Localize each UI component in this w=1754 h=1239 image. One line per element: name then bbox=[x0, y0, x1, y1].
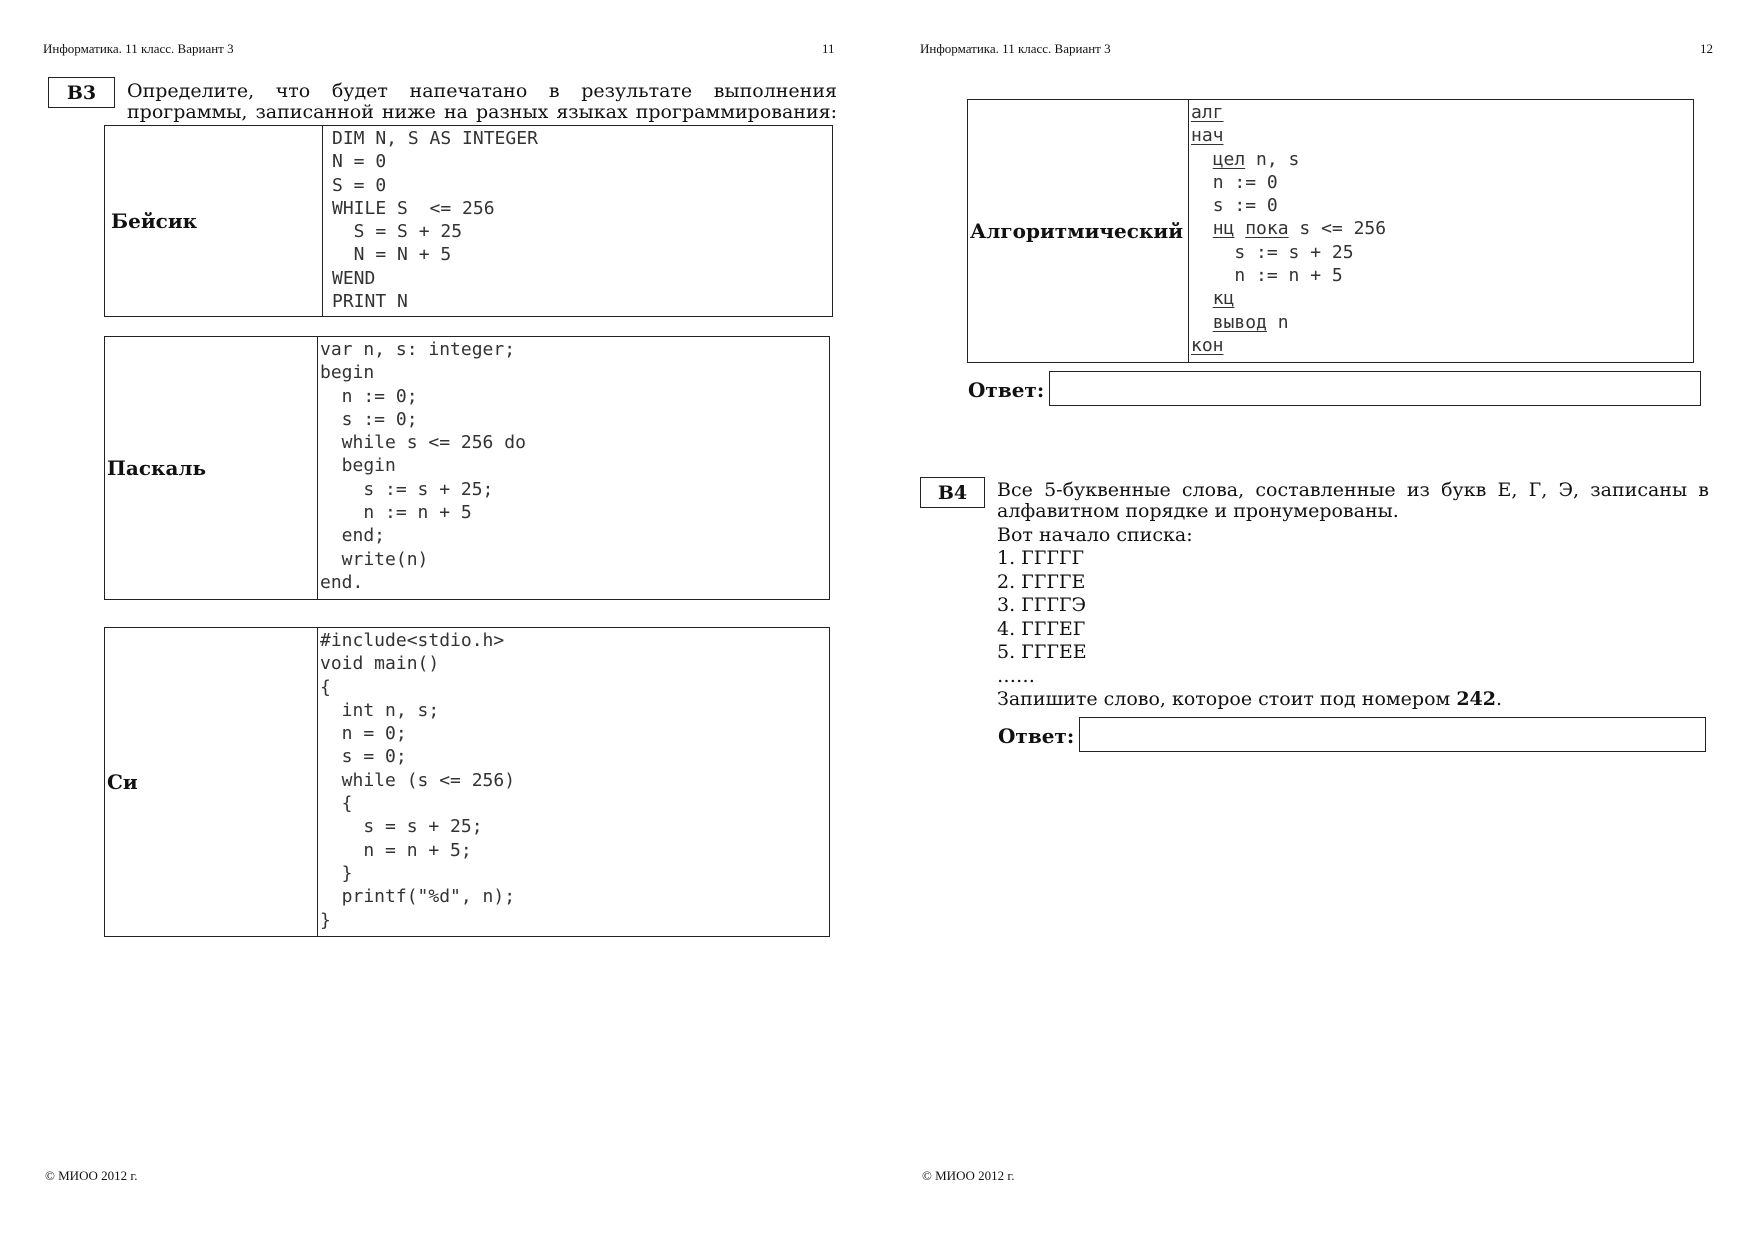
code-line bbox=[1191, 287, 1693, 310]
code-line: printf("%d", n); bbox=[320, 886, 516, 908]
pascal-program-table bbox=[104, 336, 830, 600]
code-line: { bbox=[320, 676, 331, 698]
answer-input-b4[interactable] bbox=[1079, 717, 1706, 752]
left-footer: © МИОО 2012 г. bbox=[45, 1168, 138, 1183]
basic-language-label: Бейсик bbox=[105, 126, 323, 317]
word-list bbox=[997, 547, 1087, 688]
code-line: var n, s: integer; bbox=[320, 339, 516, 360]
list-item: 5. ГГГЕЕ bbox=[997, 641, 1087, 663]
code-line: while s <= 256 do bbox=[320, 432, 526, 454]
keyword: нц bbox=[1212, 218, 1235, 240]
right-footer: © МИОО 2012 г. bbox=[922, 1168, 1015, 1183]
code-line: WHILE S <= 256 bbox=[332, 197, 495, 219]
code-text: s := s + 25 bbox=[1234, 241, 1354, 263]
code-line: S = S + 25 bbox=[332, 221, 463, 243]
list-item: 4. ГГГЕГ bbox=[997, 617, 1086, 640]
basic-code-cell bbox=[323, 126, 833, 317]
list-item: 3. ГГГГЭ bbox=[997, 594, 1087, 616]
basic-program-table bbox=[104, 125, 833, 317]
c-language-label: Си bbox=[105, 628, 318, 937]
code-text: n bbox=[1266, 311, 1289, 333]
code-line: end; bbox=[320, 525, 386, 547]
left-page-number: 11 bbox=[822, 41, 835, 56]
keyword: цел bbox=[1212, 148, 1246, 170]
code-line: N = 0 bbox=[332, 151, 387, 173]
code-line: n = 0; bbox=[320, 723, 407, 745]
list-item: 1. ГГГГГ bbox=[997, 547, 1085, 569]
code-line bbox=[1191, 171, 1693, 194]
c-program-table bbox=[104, 627, 830, 937]
algorithmic-program-table bbox=[967, 99, 1694, 363]
code-line: N = N + 5 bbox=[332, 244, 452, 266]
code-line: #include<stdio.h> bbox=[320, 630, 505, 651]
code-line: while (s <= 256) bbox=[320, 769, 516, 791]
code-line: s := s + 25; bbox=[320, 478, 494, 500]
pascal-code-cell bbox=[318, 337, 830, 600]
code-line: WEND bbox=[332, 267, 376, 289]
keyword: нач bbox=[1191, 125, 1224, 147]
answer-label-b3: Ответ: bbox=[968, 378, 1045, 402]
code-line: S = 0 bbox=[332, 174, 387, 196]
right-header-title: Информатика. 11 класс. Вариант 3 bbox=[920, 41, 1111, 56]
code-line bbox=[1191, 124, 1693, 147]
code-text: s <= 256 bbox=[1288, 218, 1387, 240]
code-line: int n, s; bbox=[320, 699, 440, 721]
code-line: begin bbox=[320, 455, 396, 477]
code-line bbox=[1191, 101, 1693, 124]
code-line bbox=[1191, 264, 1693, 287]
pascal-language-label: Паскаль bbox=[105, 337, 318, 600]
task-text: Запишите слово, которое стоит под номером bbox=[997, 688, 1457, 710]
code-text: s := 0 bbox=[1212, 195, 1278, 217]
code-line bbox=[1191, 311, 1693, 334]
question-b4-intro: Вот начало списка: bbox=[997, 524, 1193, 546]
code-line bbox=[1191, 217, 1693, 240]
algorithmic-code-cell bbox=[1189, 100, 1694, 363]
algorithmic-language-label: Алгоритмический bbox=[968, 100, 1189, 363]
code-line: s = s + 25; bbox=[320, 816, 483, 838]
c-code-cell bbox=[318, 628, 830, 937]
question-b4-text: Все 5-буквенные слова, составленные из букв Е, Г, Э, записаны в алфавитном порядке и пронумерованы. bbox=[997, 479, 1709, 522]
code-line: s := 0; bbox=[320, 408, 418, 430]
code-line bbox=[1191, 148, 1693, 171]
code-line: end. bbox=[320, 571, 364, 593]
code-line: n := n + 5 bbox=[320, 502, 472, 524]
code-line: write(n) bbox=[320, 548, 429, 570]
question-number-b3: B3 bbox=[48, 77, 115, 108]
task-suffix: . bbox=[1496, 688, 1503, 710]
question-number-b4: B4 bbox=[920, 477, 985, 508]
code-line: n := 0; bbox=[320, 385, 418, 407]
code-line: DIM N, S AS INTEGER bbox=[332, 128, 538, 149]
answer-input-b3[interactable] bbox=[1049, 371, 1701, 406]
code-text: n := 0 bbox=[1212, 171, 1278, 193]
keyword: кон bbox=[1191, 334, 1224, 356]
code-line: } bbox=[320, 862, 353, 884]
right-page-number: 12 bbox=[1700, 41, 1713, 56]
code-line: { bbox=[320, 793, 353, 815]
code-line: n = n + 5; bbox=[320, 839, 472, 861]
keyword: кц bbox=[1212, 288, 1235, 310]
keyword: алг bbox=[1191, 102, 1224, 123]
code-line: } bbox=[320, 909, 331, 931]
code-text: n := n + 5 bbox=[1234, 265, 1343, 287]
question-b3-text: Определите, что будет напечатано в результате выполнения программы, записанной ниже на разных языках программирования: bbox=[127, 80, 837, 123]
list-ellipsis: …… bbox=[997, 664, 1035, 687]
code-line bbox=[1191, 334, 1693, 357]
question-b4-task bbox=[997, 689, 1502, 710]
code-line: void main() bbox=[320, 653, 440, 675]
code-text: n, s bbox=[1245, 148, 1300, 170]
list-item: 2. ГГГГЕ bbox=[997, 570, 1086, 593]
code-line: PRINT N bbox=[332, 291, 408, 313]
code-line: begin bbox=[320, 362, 375, 384]
answer-label-b4: Ответ: bbox=[998, 724, 1075, 748]
code-line bbox=[1191, 241, 1693, 264]
left-header-title: Информатика. 11 класс. Вариант 3 bbox=[43, 41, 234, 56]
task-number: 242 bbox=[1456, 688, 1496, 710]
code-line bbox=[1191, 194, 1693, 217]
keyword: пока bbox=[1245, 218, 1289, 240]
keyword: вывод bbox=[1212, 311, 1267, 333]
code-line: s = 0; bbox=[320, 746, 407, 768]
